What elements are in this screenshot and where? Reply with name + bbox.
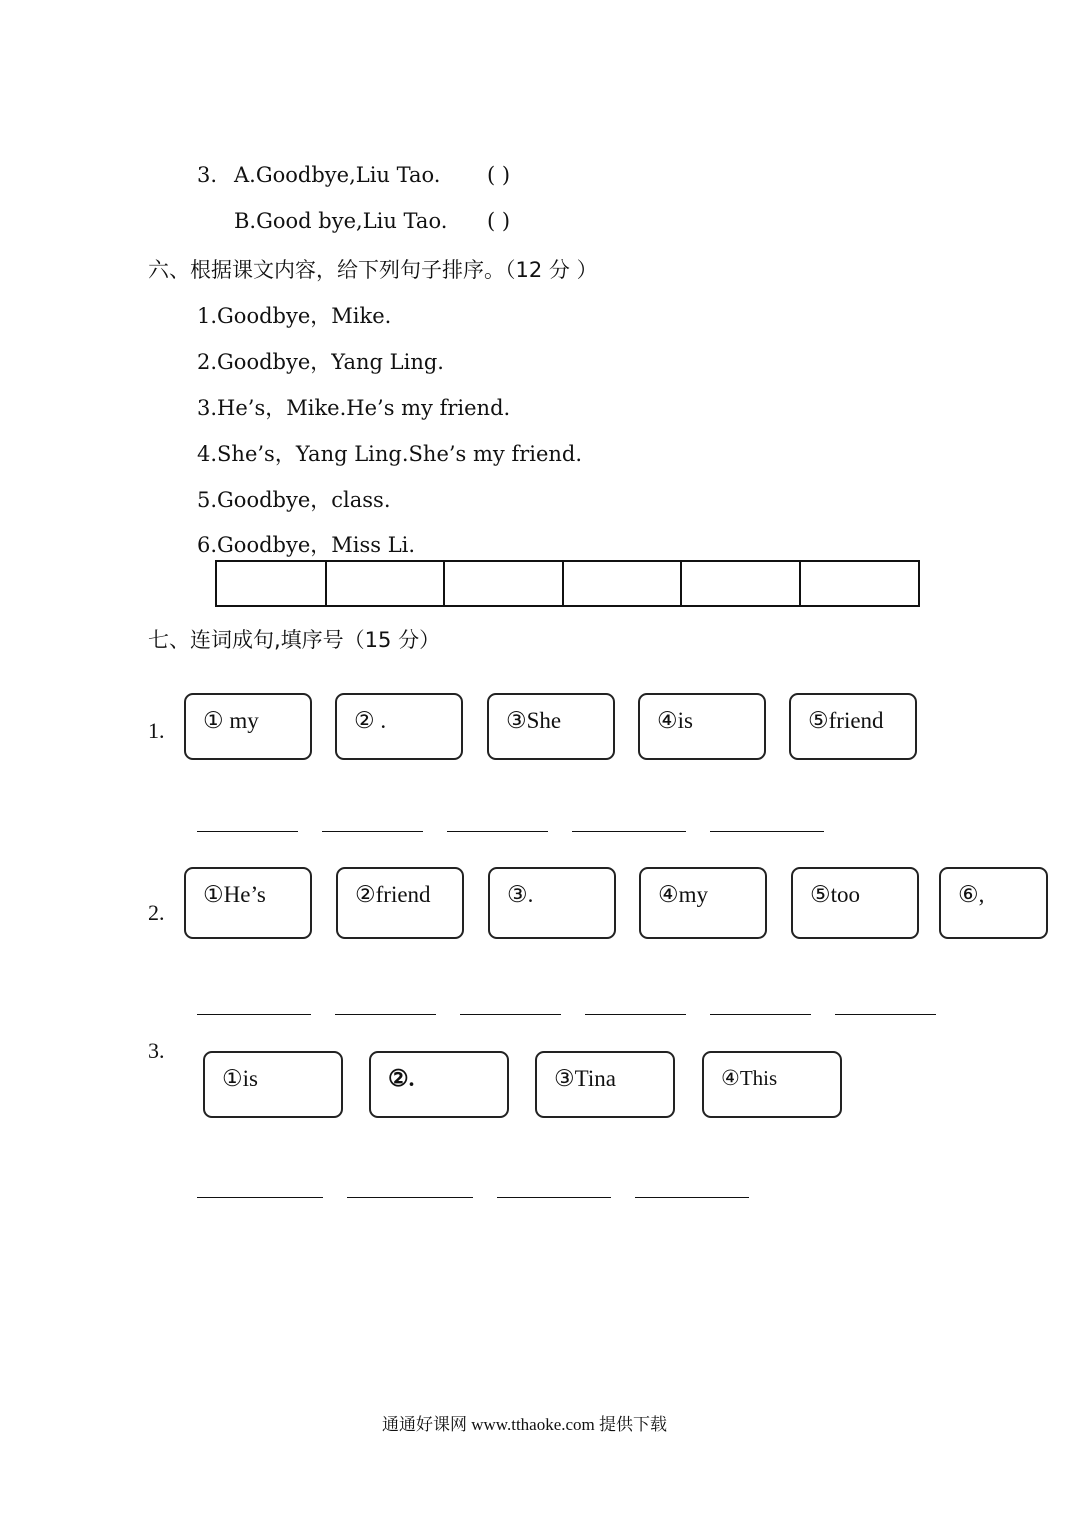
sentence-item: 4.She’s，Yang Ling.She’s my friend. [197, 442, 583, 466]
answer-blank[interactable] [197, 1014, 311, 1015]
answer-blank[interactable] [460, 1014, 561, 1015]
word-card: ⑤too [791, 867, 919, 939]
word-card: ④my [639, 867, 767, 939]
answer-paren-b[interactable]: ( ) [487, 209, 511, 233]
word-card: ②. [369, 1051, 509, 1118]
word-card: ④This [702, 1051, 842, 1118]
sentence-item: 6.Goodbye，Miss Li. [197, 533, 416, 557]
order-cell[interactable] [800, 561, 919, 606]
answer-blank[interactable] [635, 1197, 749, 1198]
word-card: ① my [184, 693, 312, 760]
footer-text: 通通好课网 www.tthaoke.com 提供下载 [382, 1415, 668, 1434]
word-card: ①He’s [184, 867, 312, 939]
word-card: ③She [487, 693, 615, 760]
word-card: ② . [335, 693, 463, 760]
answer-blank[interactable] [335, 1014, 436, 1015]
order-cell[interactable] [681, 561, 800, 606]
answer-blank[interactable] [835, 1014, 936, 1015]
order-answer-table [215, 560, 920, 607]
sentence-item: 3.He’s，Mike.He’s my friend. [197, 396, 511, 420]
answer-blank[interactable] [197, 1197, 323, 1198]
answer-paren-a[interactable]: ( ) [487, 163, 511, 187]
answer-blank[interactable] [347, 1197, 473, 1198]
question-number: 1. [148, 718, 165, 743]
answer-blank[interactable] [710, 831, 824, 832]
word-card: ⑤friend [789, 693, 917, 760]
word-card: ③Tina [535, 1051, 675, 1118]
section7-heading: 七、连词成句,填序号（15 分） [148, 628, 441, 652]
option-b: B.Good bye,Liu Tao. [234, 209, 448, 233]
sentence-item: 2.Goodbye，Yang Ling. [197, 350, 444, 374]
word-card: ②friend [336, 867, 464, 939]
order-cell[interactable] [563, 561, 681, 606]
answer-blank[interactable] [710, 1014, 811, 1015]
word-card: ⑥, [939, 867, 1048, 939]
question-number: 3. [197, 163, 218, 187]
answer-blank[interactable] [572, 831, 686, 832]
sentence-item: 5.Goodbye，class. [197, 488, 391, 512]
word-card: ③. [488, 867, 616, 939]
answer-blank[interactable] [497, 1197, 611, 1198]
answer-blank[interactable] [585, 1014, 686, 1015]
answer-blank[interactable] [197, 831, 298, 832]
question-number: 2. [148, 900, 165, 925]
order-cell[interactable] [444, 561, 563, 606]
sentence-item: 1.Goodbye，Mike. [197, 304, 392, 328]
word-card: ④is [638, 693, 766, 760]
question-number: 3. [148, 1038, 165, 1063]
word-card: ①is [203, 1051, 343, 1118]
answer-blank[interactable] [447, 831, 548, 832]
option-a: A.Goodbye,Liu Tao. [234, 163, 441, 187]
section6-heading: 六、根据课文内容，给下列句子排序。（12 分 ） [148, 258, 598, 282]
answer-blank[interactable] [322, 831, 423, 832]
order-cell[interactable] [216, 561, 326, 606]
order-cell[interactable] [326, 561, 444, 606]
